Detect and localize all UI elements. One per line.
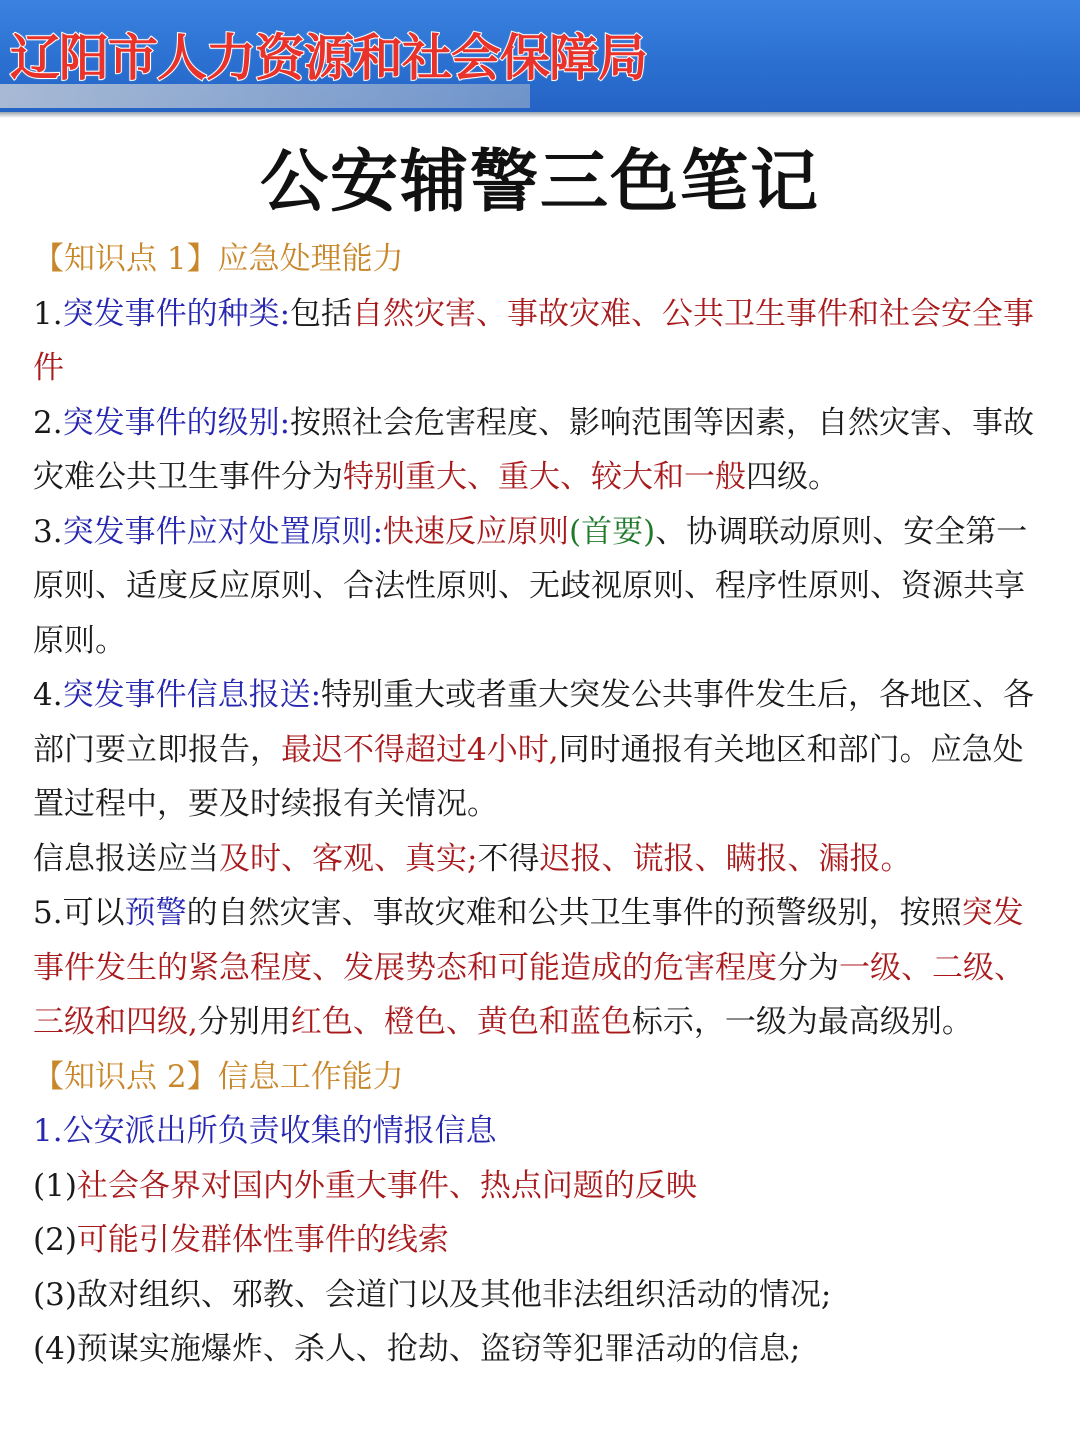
item-1 <box>33 287 1053 396</box>
section1-heading: 【知识点 1】应急处理能力 <box>33 241 404 277</box>
item-3-highlight: 快速反应原则 <box>383 513 570 550</box>
report-text-2: 不得 <box>477 840 540 877</box>
item-5-text-1: 的自然灾害、事故灾难和公共卫生事件的预警级别，按照 <box>186 895 962 931</box>
item-2-highlight: 特别重大、重大、较大和一般 <box>343 459 746 495</box>
org-name: 辽阳市人力资源和社会保障局 <box>10 29 647 87</box>
section2-subheading: 1.公安派出所负责收集的情报信息 <box>33 1113 497 1149</box>
notes-content <box>33 232 1053 1377</box>
list-item <box>33 1213 1053 1268</box>
item-3-note: (首要) <box>569 513 656 550</box>
page-title: 公安辅警三色笔记 <box>259 142 820 222</box>
item-1-label: 突发事件的种类: <box>62 295 291 332</box>
item-4-num: 4. <box>33 677 63 713</box>
list-item <box>33 1322 1053 1377</box>
report-highlight-2: 迟报、谎报、瞒报、漏报。 <box>539 840 912 877</box>
item-3 <box>33 505 1053 669</box>
item-5-highlight-2: 一级、二级、三级和四级, <box>33 949 1025 1040</box>
item-1-text: 包括 <box>290 295 353 332</box>
item-2 <box>33 396 1053 505</box>
item-4-text: 特别重大或者重大突发公共事件发生后，各地区、各部门要立即报告， <box>33 677 1035 768</box>
report-text-1: 信息报送应当 <box>33 840 219 877</box>
item-5-label: 预警 <box>124 895 187 931</box>
item-2-label: 突发事件的级别: <box>62 404 291 441</box>
item-4-tail: 同时通报有关地区和部门。应急处置过程中，要及时续报有关情况。 <box>33 731 1024 822</box>
item-5-text-4: 标示，一级为最高级别。 <box>631 1004 973 1040</box>
item-3-text: 、协调联动原则、安全第一原则、适度反应原则、合法性原则、无歧视原则、程序性原则、资源共享原则。 <box>33 513 1028 659</box>
section2-heading: 【知识点 2】信息工作能力 <box>33 1058 404 1095</box>
item-5 <box>33 886 1053 1050</box>
list-item-num: (4) <box>33 1331 77 1367</box>
item-4-label: 突发事件信息报送: <box>62 677 322 713</box>
list-item <box>33 1159 1053 1214</box>
header-banner <box>0 0 1080 112</box>
item-5-highlight-1: 突发事件发生的紧急程度、发展势态和可能造成的危害程度 <box>33 895 1024 986</box>
list-item-text: 敌对组织、邪教、会道门以及其他非法组织活动的情况; <box>76 1276 832 1313</box>
item-5-num: 5.可以 <box>33 895 125 931</box>
list-item-text: 可能引发群体性事件的线索 <box>76 1222 449 1258</box>
list-item-num: (2) <box>33 1222 77 1258</box>
banner-shadow <box>0 112 1080 118</box>
item-3-label: 突发事件应对处置原则: <box>62 513 384 550</box>
item-5-highlight-3: 红色、橙色、黄色和蓝色 <box>290 1004 632 1040</box>
report-highlight-1: 及时、客观、真实; <box>219 840 478 877</box>
report-rule <box>33 832 1053 887</box>
list-item-num: (3) <box>33 1276 77 1313</box>
item-2-num: 2. <box>33 404 63 441</box>
list-item-text: 社会各界对国内外重大事件、热点问题的反映 <box>76 1167 697 1204</box>
list-item <box>33 1268 1053 1323</box>
item-2-text: 按照社会危害程度、影响范围等因素，自然灾害、事故灾难公共卫生事件分为 <box>33 404 1035 495</box>
item-4-highlight: 最迟不得超过4小时, <box>281 731 559 768</box>
item-5-text-2: 分为 <box>777 949 839 986</box>
item-2-tail: 四级。 <box>746 459 839 495</box>
item-1-num: 1. <box>33 295 63 332</box>
item-5-text-3: 分别用 <box>197 1004 291 1040</box>
list-item-text: 预谋实施爆炸、杀人、抢劫、盗窃等犯罪活动的信息; <box>76 1331 801 1367</box>
item-1-highlight: 自然灾害、事故灾难、公共卫生事件和社会安全事件 <box>33 295 1035 386</box>
item-4 <box>33 668 1053 832</box>
list-item-num: (1) <box>33 1167 77 1204</box>
item-3-num: 3. <box>33 513 63 550</box>
